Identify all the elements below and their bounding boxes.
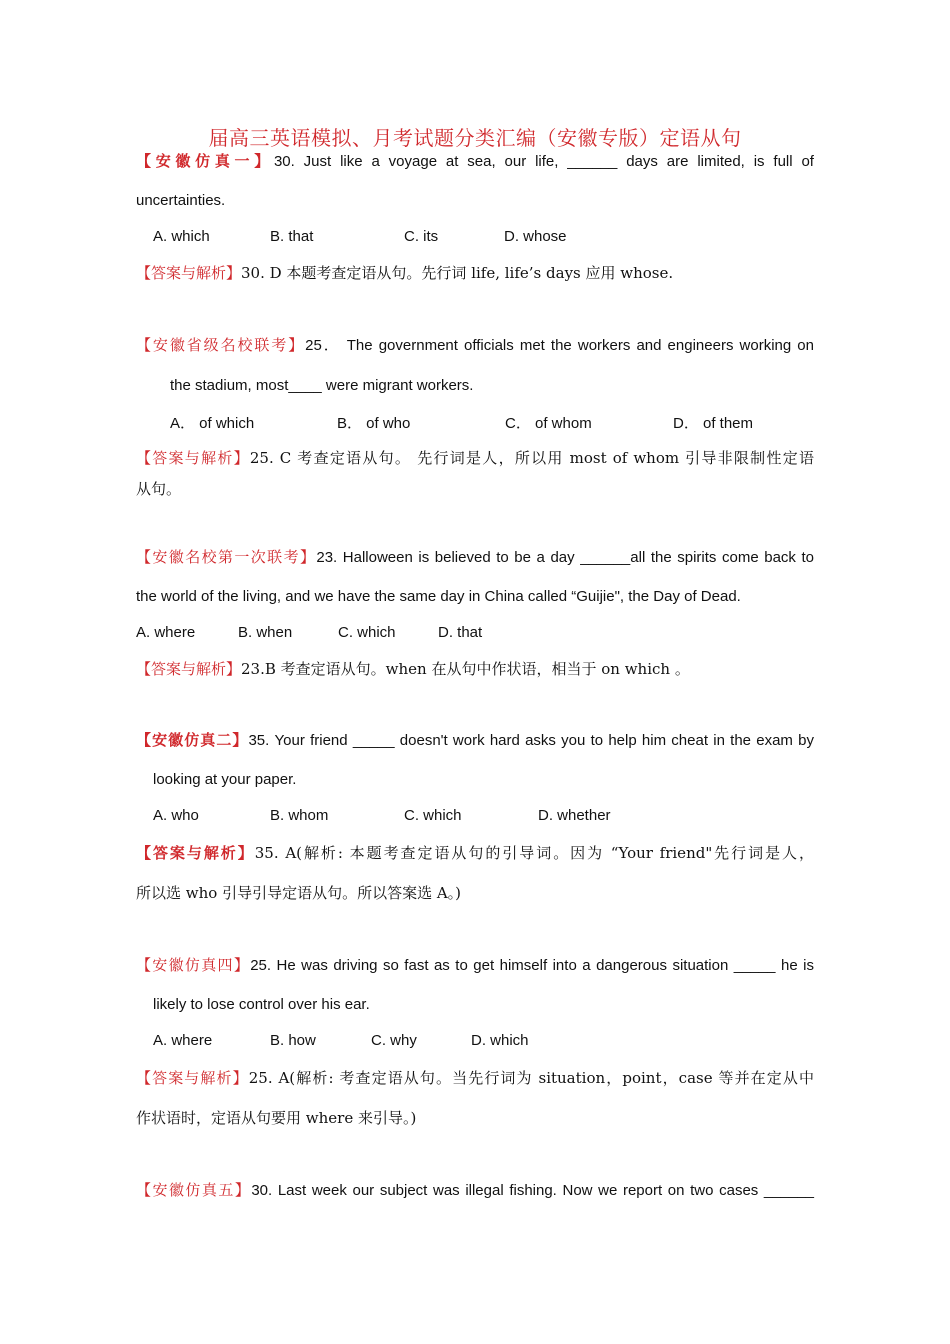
q4-option-d: D. whether (538, 807, 611, 824)
q5-option-b: B. how (270, 1032, 316, 1049)
q3-option-a: A. where (136, 624, 196, 641)
q2-answer-continued: 从句。 (136, 480, 182, 498)
question-4-continued: looking at your paper. (153, 771, 297, 788)
q2-answer-text: 25. C 考查定语从句。 先行词是人，所以用 most of whom 引导非限制性定语 (249, 449, 814, 467)
question-5-text: 25. He was driving so fast as to get himself into a dangerous situation _____ he is (250, 957, 814, 974)
question-3-text: 23. Halloween is believed to be a day ______all the spirits come back to (316, 549, 814, 566)
q2-answer (136, 448, 814, 469)
question-2 (136, 335, 814, 356)
q3-answer-text: 23.B 考查定语从句。when 在从句中作状语，相当于 on which 。 (241, 660, 690, 678)
q2-answer-tag: 【答案与解析】 (136, 449, 250, 467)
question-3 (136, 547, 814, 568)
q5-answer-text: 25. A(解析: 考查定语从句。当先行词为 situation，point，case 等并在定从中 (248, 1069, 814, 1087)
question-3-tag: 【安徽名校第一次联考】 (136, 548, 317, 566)
q5-answer-tag: 【答案与解析】 (136, 1069, 249, 1087)
q4-answer-tag: 【答案与解析】 (136, 844, 255, 862)
page-title: 届高三英语模拟、月考试题分类汇编（安徽专版）定语从句 (208, 126, 742, 150)
question-2-tag: 【安徽省级名校联考】 (136, 336, 306, 354)
q4-answer-continued: 所以选 who 引导引导定语从句。所以答案选 A。) (136, 884, 462, 902)
q3-option-c: C. which (338, 624, 396, 641)
question-2-continued: the stadium, most____ were migrant workers. (170, 377, 474, 394)
q4-option-c: C. which (404, 807, 462, 824)
question-6 (136, 1180, 814, 1201)
question-4 (136, 730, 814, 751)
q1-answer-text: 30. D 本题考查定语从句。先行词 life, life’s days 应用 whose. (241, 264, 674, 282)
q4-option-b: B. whom (270, 807, 329, 824)
question-3-continued: the world of the living, and we have the same day in China called “Guijie", the Day of Dead. (136, 588, 741, 605)
q3-option-b: B. when (238, 624, 293, 641)
question-5-continued: likely to lose control over his ear. (153, 996, 370, 1013)
q4-answer-text: 35. A(解析: 本题考查定语从句的引导词。因为 “Your friend"先行词是人， (254, 844, 814, 862)
q1-option-a: A. which (153, 228, 210, 245)
q2-option-a: A． of which (170, 415, 255, 432)
q2-option-c: C． of whom (505, 415, 592, 432)
question-5-tag: 【安徽仿真四】 (136, 956, 251, 974)
question-4-text: 35. Your friend _____ doesn't work hard asks you to help him cheat in the exam by (248, 732, 814, 749)
question-1 (136, 151, 814, 172)
q5-option-d: D. which (471, 1032, 529, 1049)
q5-answer (136, 1068, 814, 1089)
question-6-text: 30. Last week our subject was illegal fishing. Now we report on two cases ______ (251, 1182, 814, 1199)
q4-answer (136, 843, 814, 864)
question-5 (136, 955, 814, 976)
q1-option-b: B. that (270, 228, 314, 245)
q5-option-a: A. where (153, 1032, 213, 1049)
q5-option-c: C. why (371, 1032, 417, 1049)
q1-answer (136, 263, 814, 284)
question-1-tag: 【安徽仿真一】 (136, 152, 274, 170)
q1-option-d: D. whose (504, 228, 567, 245)
q4-option-a: A. who (153, 807, 199, 824)
q5-answer-continued: 作状语时，定语从句要用 where 来引导。) (136, 1109, 417, 1127)
q3-answer (136, 659, 814, 680)
question-1-continued: uncertainties. (136, 192, 226, 209)
q3-answer-tag: 【答案与解析】 (136, 660, 242, 678)
question-6-tag: 【安徽仿真五】 (136, 1181, 252, 1199)
q2-option-d: D． of them (673, 415, 754, 432)
question-1-text: 30. Just like a voyage at sea, our life, ______ days are limited, is full of (273, 153, 814, 170)
q1-answer-tag: 【答案与解析】 (136, 264, 242, 282)
q3-option-d: D. that (438, 624, 483, 641)
q2-option-b: B． of who (337, 415, 411, 432)
question-4-tag: 【安徽仿真二】 (136, 731, 249, 749)
q1-option-c: C. its (404, 228, 439, 245)
question-2-text: 25． The government officials met the workers and engineers working on (305, 337, 814, 354)
